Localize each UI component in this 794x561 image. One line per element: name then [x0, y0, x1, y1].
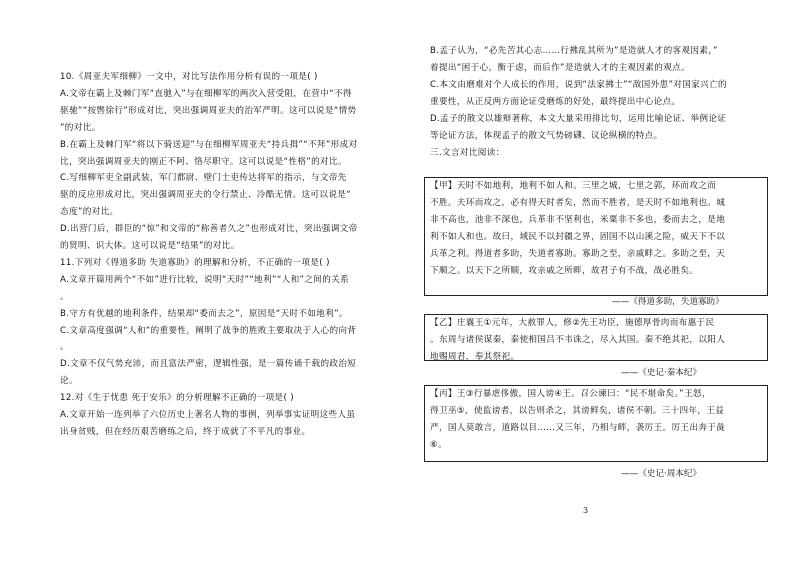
passage-jia-box [424, 177, 768, 296]
passage-yi-line: 【乙】庄襄王①元年，大赦罪人，修②先王功臣，施德厚骨肉而布惠于民 [430, 318, 715, 328]
left-text-line: B.在霸上及棘门军“将以下骑送迎”与在细柳军周亚夫“持兵揖”“不拜”形成对 [60, 139, 358, 150]
right-text-line: 着提出“困于心，衡于虑，而后作”是造就人才的主观因素的观点。 [430, 63, 691, 73]
left-text-line: 态度”的对比。 [60, 207, 119, 218]
right-text-line: 三.文言对比阅读： [430, 148, 505, 158]
passage-bing-source: ——《史记·周本纪》 [621, 469, 702, 479]
left-text-line: 。 [60, 291, 69, 302]
passage-bing-line: 【丙】王③行暴虐侈傲，国人谤④王。召公谏曰：“民不堪命矣。”王怒， [430, 389, 711, 399]
left-text-line: 11.下列对《得道多助 失道寡助》的理解和分析，不正确的一项是( ) [60, 257, 330, 268]
passage-yi-source: ——《史记·秦本纪》 [621, 368, 702, 378]
right-text-line: B.孟子认为，“必先苦其心志……行拂乱其所为”是造就人才的客观因素，” [430, 46, 718, 56]
left-text-line: 驱的反应形成对比，突出强调周亚夫的令行禁止、冷酷无情。这可以说是“ [60, 190, 352, 201]
left-text-line: B.守方有优越的地利条件，结果却“委而去之”，原因是“天时不如地利”。 [60, 308, 348, 319]
passage-bing-line: 得卫巫⑤，使监谤者，以告则杀之，其谤鲜矣，诸侯不朝。三十四年，王益 [430, 406, 725, 416]
page-number: 3 [583, 506, 589, 515]
left-text-line: A.文帝在霸上及棘门军“直驰入”与在细柳军的两次入营受阻，在营中“不得 [60, 88, 352, 99]
left-text-line: 出身贫贱，但在经历艰苦磨练之后，终于成就了不平凡的事业。 [60, 426, 311, 437]
left-text-line: 。 [60, 342, 69, 353]
passage-jia-line: 兵革之利。得道者多助，失道者寡助。寡助之至，亲戚畔之。多助之至，天 [430, 249, 726, 259]
right-text-line: C.本文由磨难对个人成长的作用，说到“法家拂士”“敌国外患”对国家兴亡的 [430, 80, 727, 90]
left-text-line: 10.《周亚夫军细柳》一文中，对比写法作用分析有误的一项是( ) [60, 72, 318, 82]
passage-bing-box [424, 385, 768, 462]
left-text-line: 论。 [60, 376, 78, 387]
passage-jia-line: 【甲】天时不如地利，地利不如人和。三里之城，七里之郭，环而攻之而 [430, 181, 717, 191]
left-text-line: D.出营门后，群臣的“惊”和文帝的“称善者久之”也形成对比，突出强调文帝 [60, 224, 358, 235]
left-text-line: A.文章开始一连列举了六位历史上著名人物的事例，列举事实证明这些人虽 [60, 410, 356, 420]
passage-jia-line: 非不高也，池非不深也，兵革非不坚利也，米粟非不多也，委而去之，是地 [430, 215, 726, 225]
left-text-line: 比，突出强调周亚夫的刚正不阿、恪尽职守。这可以说是“性格”的对比。 [60, 156, 347, 167]
left-text-line: C.写细柳军吏全副武装，军门都尉、壁门士吏传达将军的指示，与文帝先 [60, 173, 347, 184]
left-text-line: ”的对比。 [60, 122, 101, 133]
passage-bing-line: ⑥。 [430, 440, 447, 450]
passage-jia-line: 下顺之。以天下之所顺，攻亲戚之所畔，故君子有不战，战必胜矣。 [430, 266, 699, 276]
right-text-line: 等论证方法，体现孟子的散文气势磅礴、议论纵横的特点。 [430, 131, 663, 141]
passage-yi-line: 。东周与诸侯谋秦，秦使相国吕不韦诛之，尽入其国。秦不绝其祀，以阳人 [430, 335, 726, 345]
left-text-line: 驱驰”“按辔徐行”形成对比，突出强调周亚夫的治军严明。这可以说是“情势 [60, 105, 357, 116]
passage-jia-line: 利不如人和也。故曰，域民不以封疆之界，固国不以山溪之险，威天下不以 [430, 232, 726, 242]
left-text-line: A.文章开篇用两个“不如”进行比较，说明“天时”“地利”“人和”之间的关系 [60, 274, 350, 285]
left-text-line: 12.对《生于忧患 死于安乐》的分析理解不正确的一项是( ) [60, 393, 294, 404]
left-text-line: C.文章高度强调“人和”的重要性，阐明了战争的胜败主要取决于人心的向背 [60, 325, 357, 336]
passage-bing-line: 严，国人莫敢言，道路以目……又三年，乃相与畔，袭厉王。厉王出奔于彘 [430, 423, 726, 433]
passage-yi-line: 地赐周君，奉其祭祀。 [430, 352, 520, 362]
passage-jia-line: 不胜。夫环而攻之，必有得天时者矣，然而不胜者，是天时不如地利也。城 [430, 198, 726, 208]
right-text-line: D.孟子的散文以雄辩著称，本文大量采用排比句，运用比喻论证、举例论证 [430, 114, 727, 124]
left-text-line: D.文章不仅气势充沛，而且富法严密，逻辑性强，是一篇传诵千载的政治短 [60, 359, 357, 370]
passage-jia-source: ——《得道多助，失道寡助》 [612, 297, 724, 307]
passage-yi-box [424, 314, 768, 361]
left-text-line: 的贤明、识大体。这可以说是“结果”的对比。 [60, 241, 240, 251]
right-text-line: 重要性，从正反两方面论证受磨炼的好处，最终提出中心论点。 [430, 97, 681, 107]
